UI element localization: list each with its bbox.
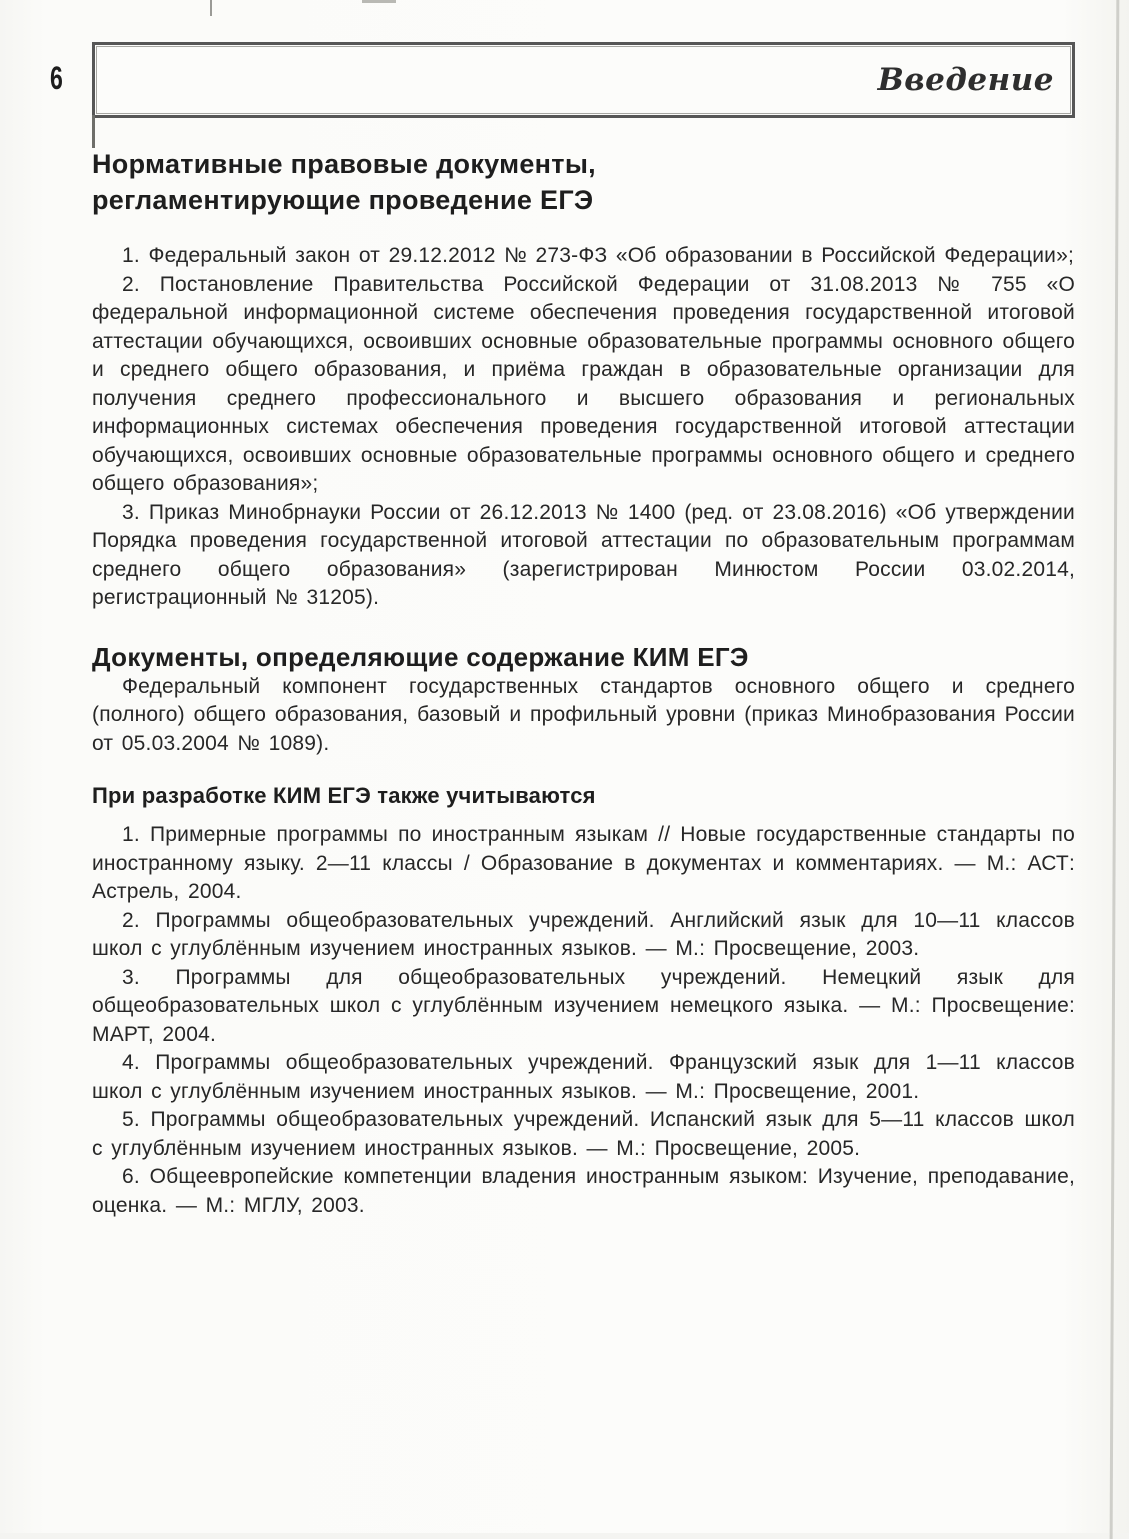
normative-documents-list: [92, 242, 1075, 613]
kim-sources-list: [92, 821, 1075, 1220]
kim-source-item-3: 3. Программы для общеобразовательных учреждений. Немецкий язык для общеобразовательных школ с углублённым изучением немецкого языка. — М.: Просвещение: МАРТ, 2004.: [92, 965, 1075, 1046]
running-header-box: [92, 42, 1075, 118]
kim-source-item-2: 2. Программы общеобразовательных учреждений. Английский язык для 10—11 классов школ с углублённым изучением иностранных языков. — М.: Просвещение, 2003.: [92, 908, 1075, 960]
kim-source-item-4: 4. Программы общеобразовательных учреждений. Французский язык для 1—11 классов школ с углублённым изучением иностранных языков. — М.: Просвещение, 2001.: [92, 1051, 1075, 1103]
header-box-tail-line: [92, 115, 95, 148]
scan-artifact-dash: [362, 0, 396, 3]
kim-source-item-6: 6. Общеевропейские компетенции владения иностранным языком: Изучение, преподавание, оценка. — М.: МГЛУ, 2003.: [92, 1165, 1075, 1217]
kim-source-item-1: 1. Примерные программы по иностранным языкам // Новые государственные стандарты по иностранному языку. 2—11 классы / Образование в документах и комментариях. — М.: АСТ: Астрель, 2004.: [92, 823, 1075, 903]
kim-subheading: При разработке КИМ ЕГЭ также учитываются: [92, 783, 596, 808]
scan-edge-line: [1110, 0, 1120, 1539]
section-normative-heading-line2: регламентирующие проведение ЕГЭ: [92, 185, 594, 215]
page-number: 6: [50, 60, 63, 96]
normative-item-2: 2. Постановление Правительства Российской Федерации от 31.08.2013 № 755 «О федеральной информационной системе обеспечения проведения государственной итоговой аттестации обучающихся, освоивших основные образовательные программы основного общего и среднего общего образования, и приёма граждан в образовательные организации для получения среднего профессионального и высшего образования и региональных информационных системах обеспечения проведения государственной итоговой аттестации обучающихся, освоивших основные образовательные программы основного общего и среднего общего образования»;: [92, 272, 1075, 495]
kim-source-item-5: 5. Программы общеобразовательных учреждений. Испанский язык для 5—11 классов школ с углублённым изучением иностранных языков. — М.: Просвещение, 2005.: [92, 1108, 1075, 1160]
section-normative-heading-line1: Нормативные правовые документы,: [92, 149, 596, 179]
normative-item-1: 1. Федеральный закон от 29.12.2012 № 273-ФЗ «Об образовании в Российской Федерации»;: [122, 244, 1075, 267]
scan-artifact-tick: [210, 0, 212, 16]
normative-item-3: 3. Приказ Минобрнауки России от 26.12.2013 № 1400 (ред. от 23.08.2016) «Об утверждении Порядка проведения государственной итоговой аттестации по образовательным программам среднего общего образования» (зарегистрирован Минюстом России 03.02.2014, регистрационный № 31205).: [92, 500, 1075, 609]
section-kim-heading: Документы, определяющие содержание КИМ ЕГЭ: [92, 641, 749, 672]
running-header-title: Введение: [877, 62, 1054, 98]
section-normative-heading: [92, 146, 1075, 218]
kim-lead-paragraph: Федеральный компонент государственных стандартов основного общего и среднего (полного) общего образования, базовый и профильный уровни (приказ Минобразования России от 05.03.2004 № 1089).: [92, 674, 1075, 755]
page-content: [92, 146, 1075, 1220]
running-header-inner-border: [96, 46, 1071, 114]
